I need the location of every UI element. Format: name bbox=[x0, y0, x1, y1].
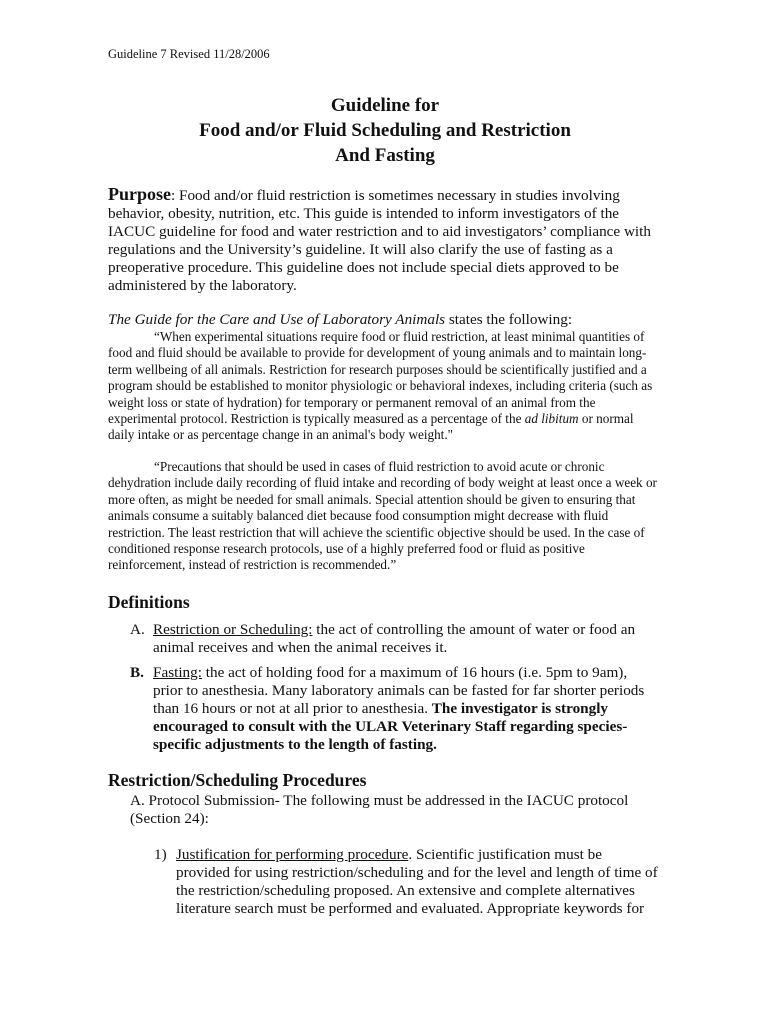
procedure-item-1 bbox=[154, 846, 659, 918]
procedure-item-1-marker: 1) bbox=[154, 846, 167, 863]
definition-a bbox=[130, 621, 650, 657]
definition-b-bold: The investigator is strongly encouraged to consult with the ULAR Veterinary Staff regarding species-specific adjustments to the length of fasting. bbox=[153, 700, 628, 753]
guide-quote-2 bbox=[108, 459, 660, 574]
quote-1-text: “When experimental situations require food or fluid restriction, at least minimal quantities of food and fluid should be available to provide for development of young animals and to maintain long-term wellbeing of all animals. Restriction for research purposes should be scientifically justified and a program should be established to monitor physiologic or behavioral indexes, including criteria (such as weight loss or state of hydration) for temporary or permanent removal of an animal from the experimental protocol. Restriction is typically measured as a percentage of the bbox=[108, 329, 653, 427]
procedure-item-1-text: . Scientific justification must be provided for using restriction/scheduling and for the level and length of time of the restriction/scheduling proposed. An extensive and complete alternatives literature search must be performed and evaluated. Appropriate keywords for bbox=[176, 846, 658, 917]
procedures-heading: Restriction/Scheduling Procedures bbox=[108, 770, 367, 790]
protocol-submission: A. Protocol Submission- The following must be addressed in the IACUC protocol (Section 24): bbox=[130, 792, 629, 827]
guide-quote-1 bbox=[108, 329, 660, 444]
definition-a-marker: A. bbox=[130, 621, 145, 638]
definition-b-marker: B. bbox=[130, 664, 144, 681]
procedure-item-1-term: Justification for performing procedure bbox=[176, 846, 409, 863]
definitions-heading: Definitions bbox=[108, 592, 190, 612]
purpose-label: Purpose bbox=[108, 184, 171, 204]
definition-b-term: Fasting: bbox=[153, 664, 202, 681]
guide-states: states the following: bbox=[445, 311, 573, 328]
document-header: Guideline 7 Revised 11/28/2006 bbox=[108, 47, 270, 61]
definition-a-text: the act of controlling the amount of water or food an animal receives and when the animal receives it. bbox=[153, 621, 636, 656]
purpose-text: : Food and/or fluid restriction is sometimes necessary in studies involving behavior, obesity, nutrition, etc. This guide is intended to inform investigators of the IACUC guideline for food and water restriction and to aid investigators’ compliance with regulations and the University’s guideline. It will also clarify the use of fasting as a preoperative procedure. This guideline does not include special diets approved to be administered by the laboratory. bbox=[108, 187, 651, 294]
document-title bbox=[0, 93, 770, 168]
guide-intro bbox=[108, 311, 653, 329]
definition-b bbox=[130, 664, 650, 754]
quote-1-end: or normal daily intake or as percentage change in an animal's body weight." bbox=[108, 411, 634, 443]
title-line-1: Guideline for bbox=[330, 95, 440, 116]
purpose-paragraph bbox=[108, 185, 653, 295]
title-line-2: Food and/or Fluid Scheduling and Restriction bbox=[199, 120, 571, 141]
quote-1-italic: ad libitum bbox=[524, 411, 579, 427]
definition-a-term: Restriction or Scheduling: bbox=[153, 621, 313, 638]
title-line-3: And Fasting bbox=[335, 145, 435, 166]
definition-b-text: the act of holding food for a maximum of 16 hours (i.e. 5pm to 9am), prior to anesthesia. Many laboratory animals can be fasted for far shorter periods than 16 hours or not at all prior to anesthesia. bbox=[153, 664, 645, 717]
quote-2-text: “Precautions that should be used in cases of fluid restriction to avoid acute or chronic dehydration include daily recording of fluid intake and recording of body weight at least once a week or more often, as might be needed for small animals. Special attention should be given to ensuring that animals consume a suitably balanced diet because food consumption might decrease with fluid restriction. The least restriction that will achieve the scientific objective should be used. In the case of conditioned response research protocols, use of a highly preferred food or fluid as positive reinforcement, instead of restriction is recommended.” bbox=[108, 459, 657, 573]
guide-title: The Guide for the Care and Use of Laboratory Animals bbox=[108, 311, 446, 328]
